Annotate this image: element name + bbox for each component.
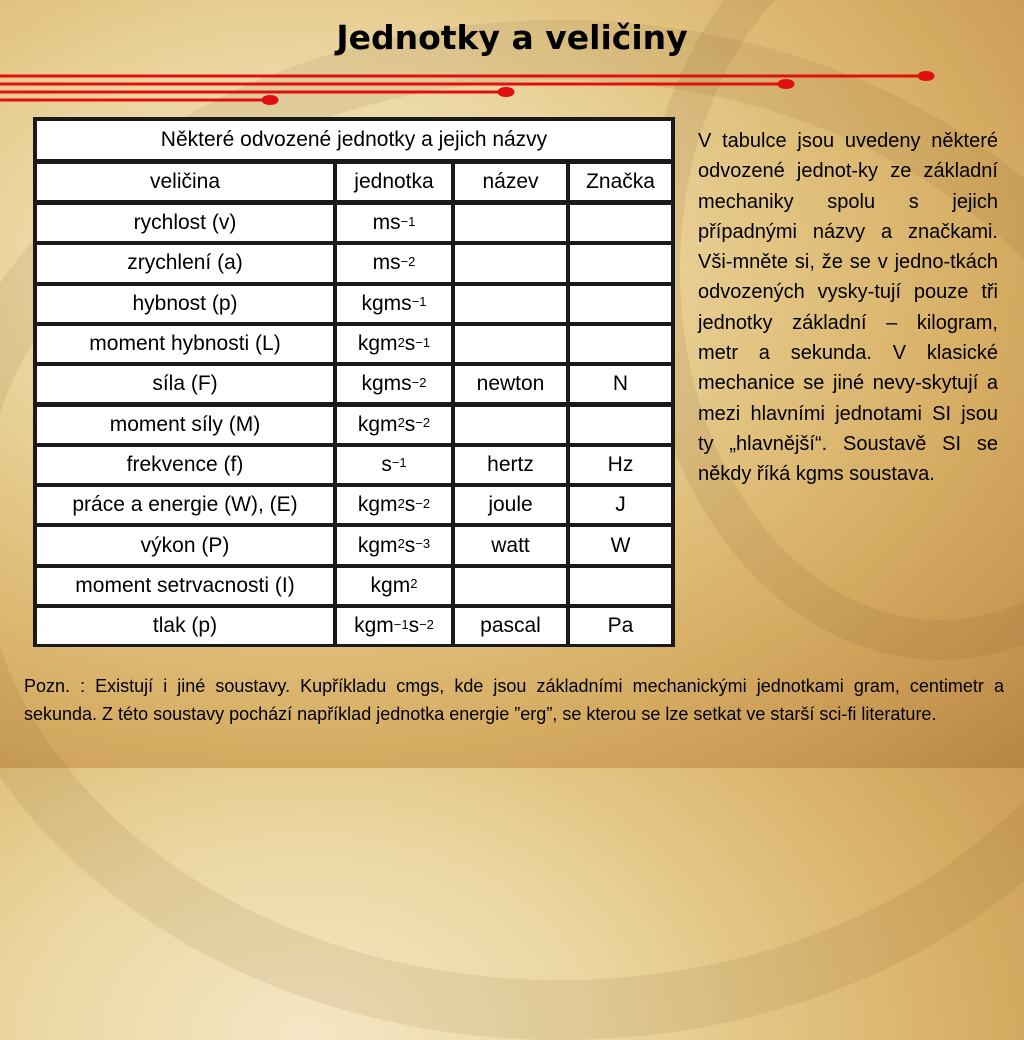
table-caption: Některé odvozené jednotky a jejich názvy bbox=[37, 121, 671, 159]
cell-symbol: J bbox=[570, 487, 671, 523]
footnote: Pozn. : Existují i jiné soustavy. Kupříkladu cmgs, kde jsou základními mechanickými jednotkami gram, centimetr a sekunda. Z této soustavy pochází například jednotka energie ”erg”, se kterou se lze setkat ve starší sci-fi literature. bbox=[24, 676, 1004, 724]
cell-symbol bbox=[570, 286, 671, 322]
cell-symbol: Hz bbox=[570, 447, 671, 483]
cell-name bbox=[455, 245, 566, 281]
cell-name: hertz bbox=[455, 447, 566, 483]
cell-unit: kgm $^2$ s $^{-2}$ bbox=[337, 407, 451, 443]
cell-name bbox=[455, 286, 566, 322]
cell-quantity: hybnost (p) bbox=[37, 286, 333, 322]
cell-symbol bbox=[570, 205, 671, 241]
cell-symbol: W bbox=[570, 527, 671, 563]
cell-unit: kgm $^2$ s $^{-1}$ bbox=[337, 326, 451, 362]
cell-symbol: N bbox=[570, 366, 671, 402]
cell-unit: s $^{-1}$ bbox=[337, 447, 451, 483]
cell-quantity: moment síly (M) bbox=[37, 407, 333, 443]
header-quantity: veličina bbox=[37, 164, 333, 200]
cell-name bbox=[455, 568, 566, 604]
side-description: V tabulce jsou uvedeny některé odvozené jednot-ky ze základní mechaniky spolu s jejich případnými názvy a značkami. Vši-mněte si, že se v jedno-tkách odvozených vysky-tují pouze tři jednotky základní – kilogram, metr a sekunda. V klasické mechanice se jiné nevy-skytují a mezi hlavními jednotami SI jsou ty „hlavnější“. Soustavě SI se někdy říká kgms soustava. bbox=[698, 130, 998, 486]
cell-symbol bbox=[570, 568, 671, 604]
cell-quantity: frekvence (f) bbox=[37, 447, 333, 483]
header-symbol: Značka bbox=[570, 164, 671, 200]
slide-title: Jednotky a veličiny bbox=[336, 18, 688, 57]
cell-quantity: síla (F) bbox=[37, 366, 333, 402]
cell-unit: kgm $^2$ bbox=[337, 568, 451, 604]
cell-name: pascal bbox=[455, 608, 566, 644]
cell-symbol bbox=[570, 407, 671, 443]
cell-unit: kgms $^{-2}$ bbox=[337, 366, 451, 402]
cell-symbol: Pa bbox=[570, 608, 671, 644]
cell-quantity: tlak (p) bbox=[37, 608, 333, 644]
cell-symbol bbox=[570, 326, 671, 362]
cell-quantity: moment setrvacnosti (I) bbox=[37, 568, 333, 604]
cell-quantity: moment hybnosti (L) bbox=[37, 326, 333, 362]
cell-quantity: rychlost (v) bbox=[37, 205, 333, 241]
cell-name bbox=[455, 407, 566, 443]
cell-unit: kgm $^{-1}$ s $^{-2}$ bbox=[337, 608, 451, 644]
cell-unit: kgm $^2$ s $^{-3}$ bbox=[337, 527, 451, 563]
header-unit: jednotka bbox=[337, 164, 451, 200]
header-name: název bbox=[455, 164, 566, 200]
cell-name: newton bbox=[455, 366, 566, 402]
cell-unit: kgm $^2$ s $^{-2}$ bbox=[337, 487, 451, 523]
cell-name: watt bbox=[455, 527, 566, 563]
cell-name bbox=[455, 205, 566, 241]
cell-quantity: výkon (P) bbox=[37, 527, 333, 563]
cell-name: joule bbox=[455, 487, 566, 523]
cell-name bbox=[455, 326, 566, 362]
cell-unit: kgms $^{-1}$ bbox=[337, 286, 451, 322]
units-table bbox=[33, 117, 675, 647]
cell-quantity: práce a energie (W), (E) bbox=[37, 487, 333, 523]
cell-unit: ms $^{-2}$ bbox=[337, 245, 451, 281]
cell-unit: ms $^{-1}$ bbox=[337, 205, 451, 241]
cell-symbol bbox=[570, 245, 671, 281]
cell-quantity: zrychlení (a) bbox=[37, 245, 333, 281]
